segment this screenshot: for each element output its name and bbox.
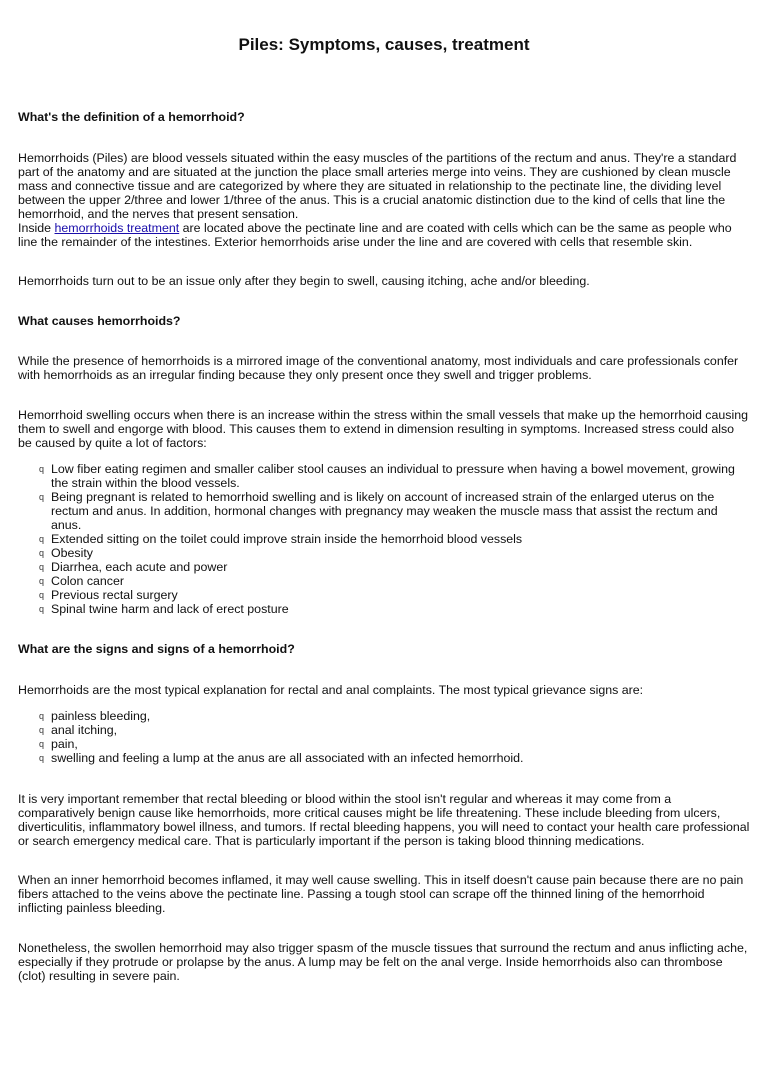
hemorrhoids-treatment-link[interactable]: hemorrhoids treatment [54, 221, 180, 235]
rectal-bleeding-paragraph [18, 792, 750, 848]
list-item [18, 532, 750, 546]
list-item [18, 588, 750, 602]
inside-prefix-text: Inside [18, 221, 55, 235]
bullet-icon: q [39, 711, 45, 721]
bullet-icon: q [39, 604, 45, 614]
list-item-text: Low fiber eating regimen and smaller caliber stool causes an individual to pressure when having a bowel movement, growing the strain within the blood vessels. [51, 462, 735, 490]
signs-list [18, 709, 750, 765]
list-item [18, 751, 750, 765]
causes-list [18, 462, 750, 616]
list-item-text: Extended sitting on the toilet could improve strain inside the hemorrhoid blood vessels [51, 532, 523, 546]
section-heading-definition: What's the definition of a hemorrhoid? [18, 110, 245, 124]
spasm-text: Nonetheless, the swollen hemorrhoid may also trigger spasm of the muscle tissues that surround the rectum and anus inflicting ache, especially if they protrude or prolapse by the anus. A lump may be felt on the anal verge. Inside hemorrhoids also can thrombose (clot) resulting in severe pain. [18, 941, 748, 983]
list-item-text: pain, [51, 737, 78, 751]
signs-list-container [18, 709, 750, 765]
list-item-text: Spinal twine harm and lack of erect posture [51, 602, 289, 616]
causes-intro-text: While the presence of hemorrhoids is a mirrored image of the conventional anatomy, most individuals and care professionals confer with hemorrhoids as an irregular finding because they only present once they swell and trigger problems. [18, 354, 739, 382]
swelling-text: Hemorrhoids turn out to be an issue only after they begin to swell, causing itching, ache and/or bleeding. [18, 274, 590, 288]
list-item-text: Obesity [51, 546, 94, 560]
bullet-icon: q [39, 562, 45, 572]
section-heading-signs: What are the signs and signs of a hemorrhoid? [18, 642, 295, 656]
inner-hemorrhoid-text: When an inner hemorrhoid becomes inflamed, it may well cause swelling. This in itself doesn't cause pain because there are no pain fibers attached to the veins above the pectinate line. Passing a tough stool can scrape off the thinned lining of the hemorrhoid inflicting painless bleeding. [18, 873, 744, 915]
page-title: Piles: Symptoms, causes, treatment [238, 35, 530, 54]
bullet-icon: q [39, 753, 45, 763]
inner-hemorrhoid-paragraph [18, 873, 750, 915]
list-item [18, 723, 750, 737]
spasm-paragraph [18, 941, 750, 983]
internal-hemorrhoids-text [18, 221, 750, 249]
list-item-text: Previous rectal surgery [51, 588, 178, 602]
bullet-icon: q [39, 739, 45, 749]
swelling-paragraph [18, 274, 750, 288]
list-item [18, 737, 750, 751]
bullet-icon: q [39, 534, 45, 544]
list-item [18, 490, 750, 532]
bullet-icon: q [39, 590, 45, 600]
bullet-icon: q [39, 725, 45, 735]
bullet-icon: q [39, 464, 45, 474]
list-item-text: Being pregnant is related to hemorrhoid swelling and is likely on account of increased strain of the enlarged uterus on the rectum and anus. In addition, hormonal changes with pregnancy may weaken the muscle mass that assist the rectum and anus. [51, 490, 718, 532]
list-item-text: Diarrhea, each acute and power [51, 560, 228, 574]
list-item-text: anal itching, [51, 723, 118, 737]
list-item-text: painless bleeding, [51, 709, 151, 723]
bullet-icon: q [39, 548, 45, 558]
list-item [18, 602, 750, 616]
list-item-text: swelling and feeling a lump at the anus are all associated with an infected hemorrhoid. [51, 751, 524, 765]
inside-suffix-text: are located above the pectinate line and are coated with cells which can be the same as people who line the remainder of the intestines. Exterior hemorrhoids arise under the line and are covered with cells that resemble skin. [18, 221, 732, 249]
list-item [18, 462, 750, 490]
causes-intro-paragraph [18, 354, 750, 382]
list-item-text: Colon cancer [51, 574, 125, 588]
definition-text: Hemorrhoids (Piles) are blood vessels situated within the easy muscles of the partitions of the rectum and anus. They're a standard part of the anatomy and are situated at the junction the place small arteries merge into veins. They are cushioned by clean muscle mass and connective tissue and are categorized by where they are situated in relationship to the pectinate line, the dividing level between the upper 2/three and lower 1/three of the anus. This is a crucial anatomic distinction due to the kind of cells that line the hemorrhoid, and the nerves that present sensation. [18, 151, 737, 221]
list-item [18, 560, 750, 574]
bullet-icon: q [39, 492, 45, 502]
bullet-icon: q [39, 576, 45, 586]
section-heading-causes: What causes hemorrhoids? [18, 314, 181, 328]
list-item [18, 709, 750, 723]
list-item [18, 546, 750, 560]
definition-paragraph [18, 151, 750, 249]
stress-paragraph [18, 408, 750, 450]
stress-text: Hemorrhoid swelling occurs when there is an increase within the stress within the small vessels that make up the hemorrhoid causing them to swell and engorge with blood. This causes them to extend in dimension resulting in symptoms. Increased stress could also be caused by quite a lot of factors: [18, 408, 749, 450]
signs-intro-paragraph [18, 683, 750, 697]
causes-list-container [18, 462, 750, 616]
rectal-bleeding-text: It is very important remember that rectal bleeding or blood within the stool isn't regular and whereas it may come from a comparatively benign cause like hemorrhoids, more critical causes might be life threatening. These include bleeding from ulcers, diverticulitis, inflammatory bowel illness, and tumors. If rectal bleeding happens, you will need to contact your health care professional or search emergency medical care. That is particularly important if the person is taking blood thinning medications. [18, 792, 750, 848]
list-item [18, 574, 750, 588]
signs-intro-text: Hemorrhoids are the most typical explanation for rectal and anal complaints. The most typical grievance signs are: [18, 683, 644, 697]
